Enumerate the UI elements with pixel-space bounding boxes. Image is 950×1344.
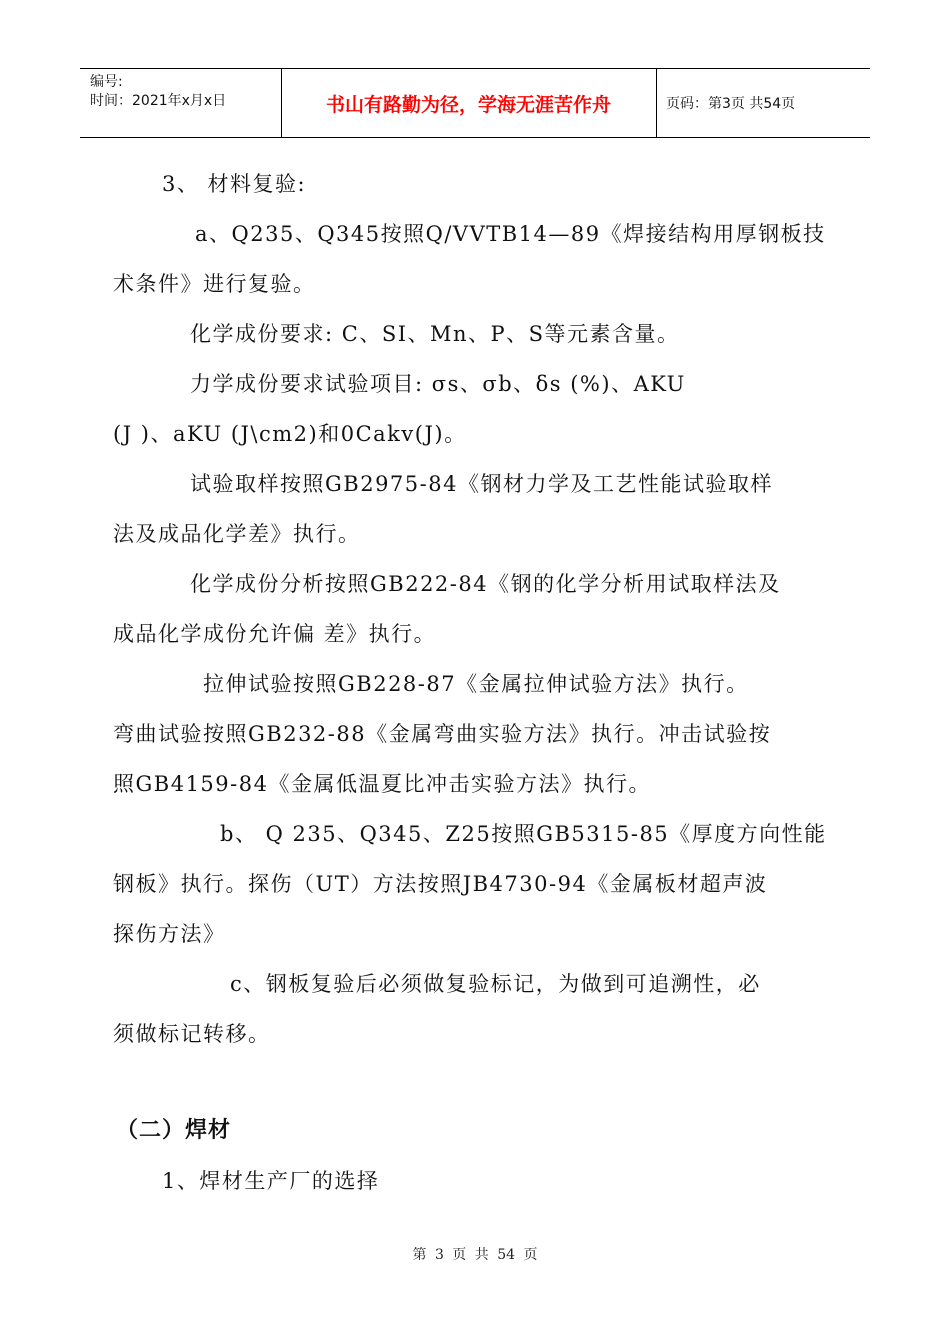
body-line: 成品化学成份允许偏 差》执行。 — [113, 622, 437, 646]
page-footer: 第 3 页 共 54 页 — [412, 1247, 538, 1263]
body-line: 钢板》执行。探伤（UT）方法按照JB4730-94《金属板材超声波 — [113, 872, 768, 896]
body-line: 术条件》进行复验。 — [113, 272, 316, 296]
body-line: 照GB4159-84《金属低温夏比冲击实验方法》执行。 — [113, 772, 651, 796]
body-line: 弯曲试验按照GB232-88《金属弯曲实验方法》执行。冲击试验按 — [113, 722, 772, 746]
body-line: a、Q235、Q345按照Q/VVTB14—89《焊接结构用厚钢板技 — [195, 222, 826, 246]
header-info — [90, 73, 226, 111]
body-line: 化学成份分析按照GB222-84《钢的化学分析用试取样法及 — [190, 572, 781, 596]
body-line: 法及成品化学差》执行。 — [113, 522, 361, 546]
document-number-label: 编号: — [90, 74, 123, 90]
page-header — [80, 68, 870, 138]
body-line: b、 Q 235、Q345、Z25按照GB5315-85《厚度方向性能 — [220, 822, 827, 846]
sub-heading: 1、焊材生产厂的选择 — [162, 1169, 380, 1193]
header-divider — [656, 69, 657, 137]
body-line: c、钢板复验后必须做复验标记，为做到可追溯性，必 — [230, 972, 761, 996]
section-heading: （二）焊材 — [116, 1118, 232, 1143]
document-time-label: 时间：2021年x月x日 — [90, 93, 227, 109]
body-line: 3、 材料复验: — [162, 172, 307, 196]
body-line: 探伤方法》 — [113, 922, 226, 946]
body-line: 拉伸试验按照GB228-87《金属拉伸试验方法》执行。 — [203, 672, 749, 696]
body-line: 须做标记转移。 — [113, 1022, 271, 1046]
header-motto: 书山有路勤为径，学海无涯苦作舟 — [325, 93, 611, 116]
body-line: 化学成份要求: C、SI、Mn、P、S等元素含量。 — [190, 322, 680, 346]
body-line: 试验取样按照GB2975-84《钢材力学及工艺性能试验取样 — [190, 472, 773, 496]
header-page-number: 页码：第3页 共54页 — [666, 96, 796, 112]
body-line: 力学成份要求试验项目: σs、σb、δs (%)、AKU — [190, 372, 686, 396]
body-line: (J )、aKU (J\cm2)和0Cakv(J)。 — [113, 422, 467, 446]
